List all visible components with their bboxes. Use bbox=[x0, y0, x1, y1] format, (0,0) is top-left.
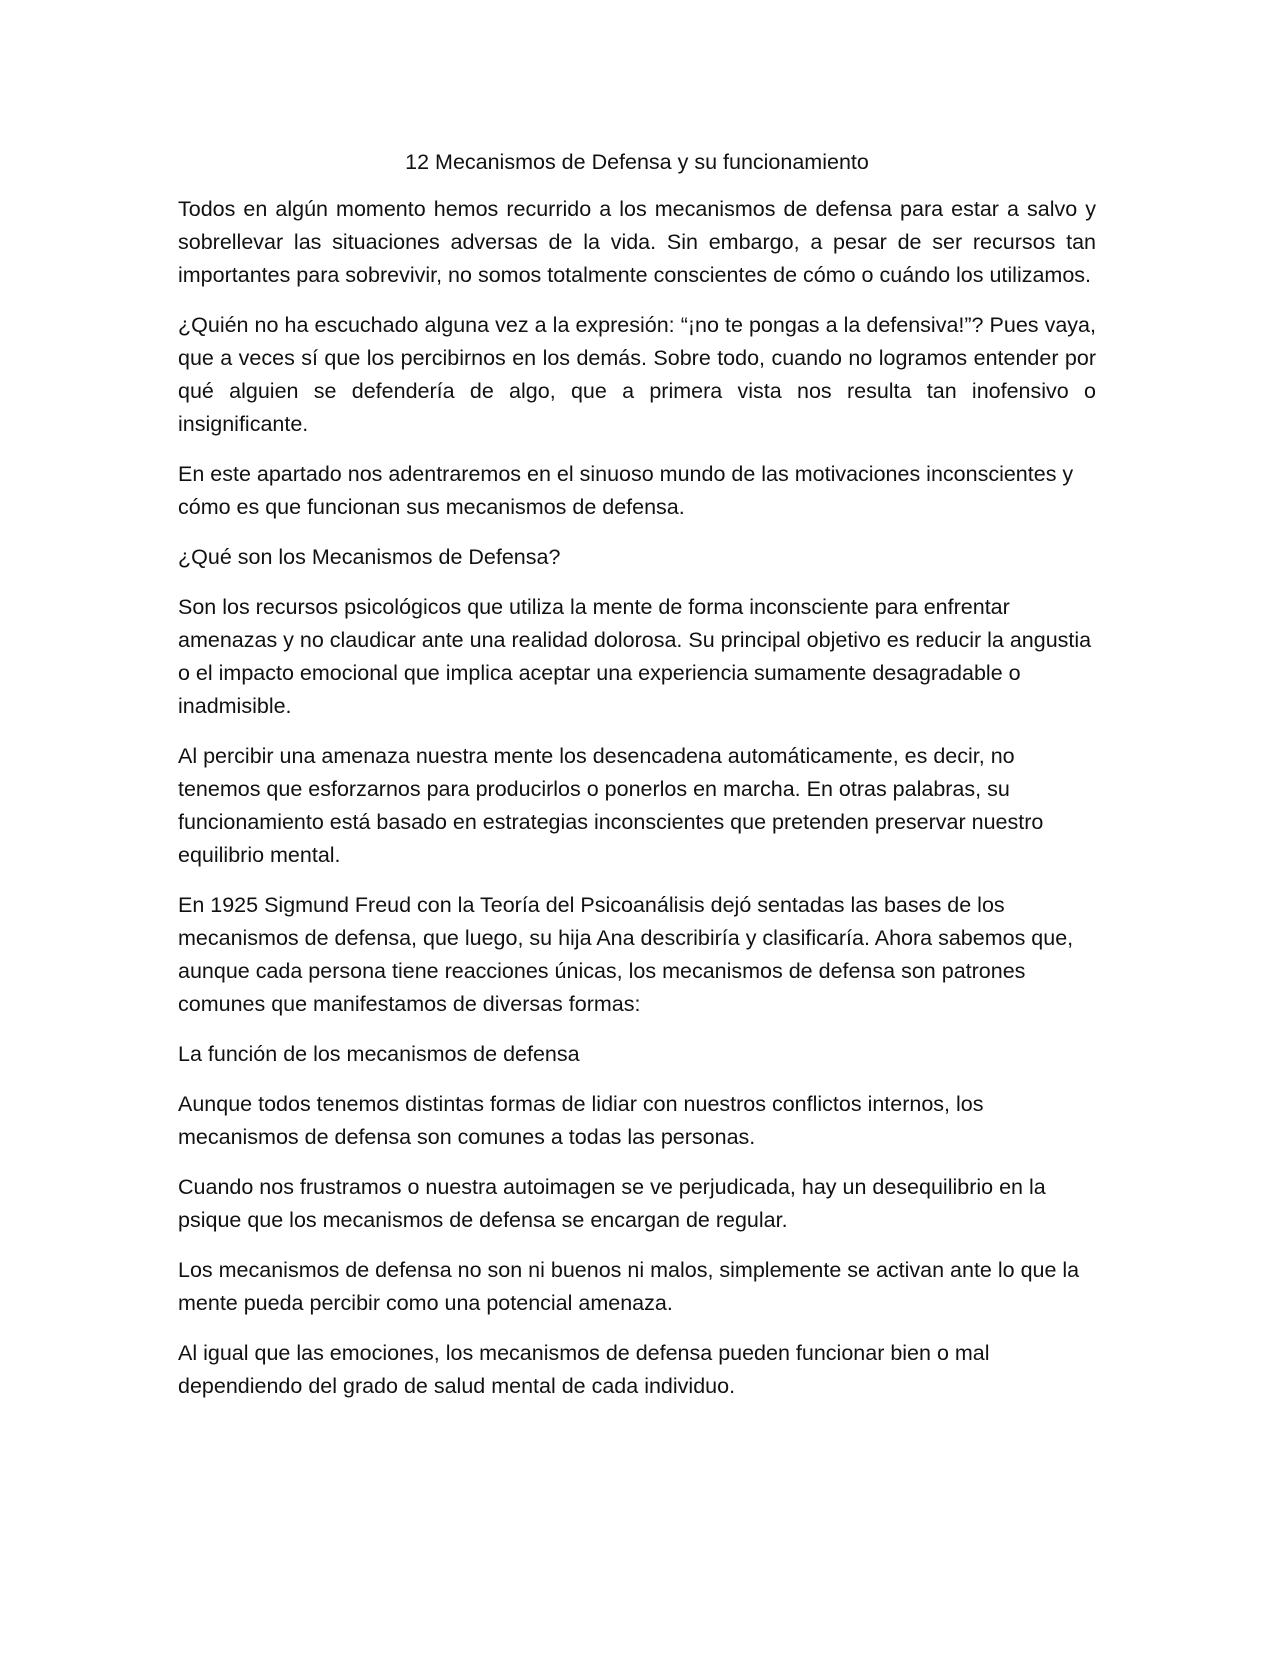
paragraph-expression: ¿Quién no ha escuchado alguna vez a la expresión: “¡no te pongas a la defensiva!”? Pues vaya, que a veces sí que los percibirnos en los demás. Sobre todo, cuando no logramos entender por qué alguien se defendería de algo, que a primera vista nos resulta tan inofensivo o insignificante. bbox=[178, 313, 1096, 436]
paragraph-automatic: Al percibir una amenaza nuestra mente los desencadena automáticamente, es decir, no tenemos que esforzarnos para producirlos o ponerlos en marcha. En otras palabras, su funcionamiento está basado en estrategias inconscientes que pretenden preservar nuestro equilibrio mental. bbox=[178, 744, 1044, 867]
document-body bbox=[178, 146, 1096, 1420]
section-heading-what-are: ¿Qué son los Mecanismos de Defensa? bbox=[178, 545, 561, 569]
section-heading-function: La función de los mecanismos de defensa bbox=[178, 1042, 580, 1066]
document-title: 12 Mecanismos de Defensa y su funcionamiento bbox=[405, 150, 869, 174]
paragraph-emotions: Al igual que las emociones, los mecanismos de defensa pueden funcionar bien o mal dependiendo del grado de salud mental de cada individuo. bbox=[178, 1341, 990, 1398]
paragraph-section-intro: En este apartado nos adentraremos en el sinuoso mundo de las motivaciones inconscientes y cómo es que funcionan sus mecanismos de defensa. bbox=[178, 462, 1074, 519]
paragraph-frustration: Cuando nos frustramos o nuestra autoimagen se ve perjudicada, hay un desequilibrio en la psique que los mecanismos de defensa se encargan de regular. bbox=[178, 1175, 1046, 1232]
paragraph-freud: En 1925 Sigmund Freud con la Teoría del Psicoanálisis dejó sentadas las bases de los mecanismos de defensa, que luego, su hija Ana describiría y clasificaría. Ahora sabemos que, aunque cada persona tiene reacciones únicas, los mecanismos de defensa son patrones comunes que manifestamos de diversas formas: bbox=[178, 893, 1074, 1016]
paragraph-neither-good-bad: Los mecanismos de defensa no son ni buenos ni malos, simplemente se activan ante lo que la mente pueda percibir como una potencial amenaza. bbox=[178, 1258, 1080, 1315]
paragraph-common: Aunque todos tenemos distintas formas de lidiar con nuestros conflictos internos, los mecanismos de defensa son comunes a todas las personas. bbox=[178, 1092, 984, 1149]
paragraph-intro: Todos en algún momento hemos recurrido a los mecanismos de defensa para estar a salvo y sobrellevar las situaciones adversas de la vida. Sin embargo, a pesar de ser recursos tan importantes para sobrevivir, no somos totalmente conscientes de cómo o cuándo los utilizamos. bbox=[178, 197, 1096, 287]
paragraph-definition: Son los recursos psicológicos que utiliza la mente de forma inconsciente para enfrentar amenazas y no claudicar ante una realidad dolorosa. Su principal objetivo es reducir la angustia o el impacto emocional que implica aceptar una experiencia sumamente desagradable o inadmisible. bbox=[178, 595, 1092, 718]
